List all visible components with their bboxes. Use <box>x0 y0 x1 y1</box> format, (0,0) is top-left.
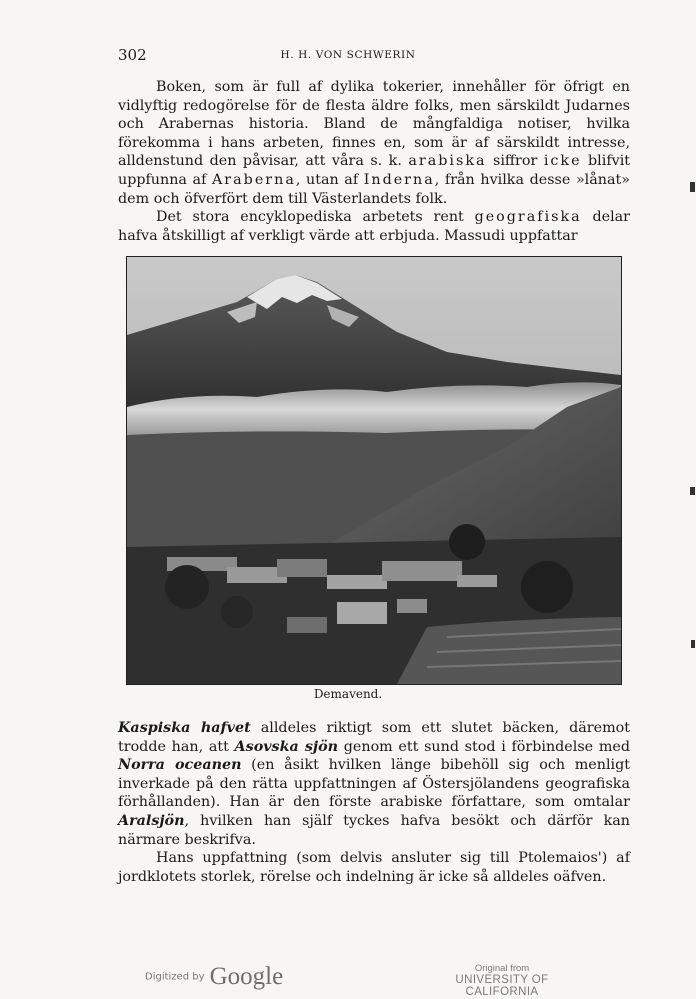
bottom-text-block <box>118 719 630 886</box>
figure-caption: Demavend. <box>313 687 383 701</box>
paragraph: Boken, som är full af dylika tokerier, innehåller för öfrigt en vidlyftig redogörelse för de flesta äldre folks, men särskildt Judarnes och Arabernas historia. Bland de mångfaldiga notiser, hvilka förekomma i hans arbeten, finnes en, som är af särskildt intresse, alldenstund den påvisar, att våra s. k. arabiska siffror icke blifvit uppfunna af Araberna, utan af Inderna, från hvilka desse »lånat» dem och öfverfört dem till Västerlandets folk. <box>118 79 631 207</box>
margin-mark <box>690 487 695 495</box>
paragraph: Hans uppfattning (som delvis ansluter sig till Ptolemaios') af jordklotets storlek, rörelse och indelning är icke så alldeles oäfven. <box>118 850 630 885</box>
running-head: H. H. VON SCHWERIN <box>280 49 416 61</box>
original-from: Original from UNIVERSITY OF CALIFORNIA <box>455 963 549 998</box>
paragraph: Kaspiska hafvet alldeles riktigt som ett slutet bäcken, däremot trodde han, att Asovska sjön genom ett sund stod i förbindelse med Norra oceanen (en åsikt hvilken länge bibehöll sig och menligt inverkade på den rätta uppfattningen af Östersjölandens geografiska förhållanden). Han är den förste arabiske författare, som omtalar Aralsjön, hvilken han själf tyckes hafva besökt och därför kan närmare beskrifva. <box>118 720 630 848</box>
demavend-photo <box>126 256 622 685</box>
margin-mark <box>690 182 695 192</box>
margin-mark <box>691 640 695 648</box>
top-text-block <box>118 78 630 245</box>
digitized-by-google: Digitized by Google <box>145 963 284 990</box>
page-number: 302 <box>118 46 147 64</box>
google-logo: Google <box>209 963 284 990</box>
paragraph: Det stora encyklopediska arbetets rent geografiska delar hafva åtskilligt af verkligt värde att erbjuda. Massudi uppfattar <box>118 209 631 244</box>
